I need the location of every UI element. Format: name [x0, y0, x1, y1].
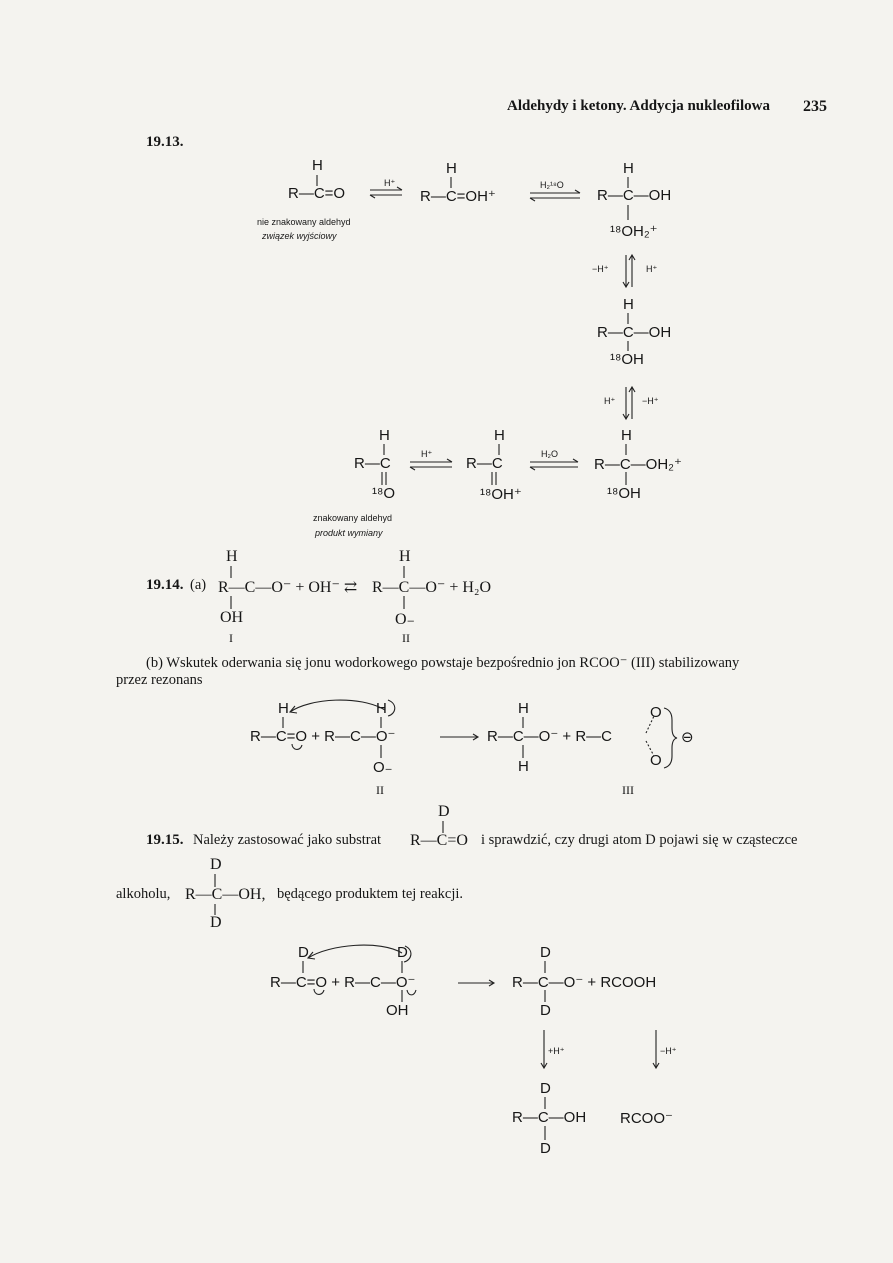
r3-s2-chain: R—C: [466, 455, 503, 472]
s14-curved-arrow-3: [292, 744, 302, 749]
r1-s3-sub: ¹⁸OH₂⁺: [610, 223, 658, 240]
s14-curved-arrow-2: [388, 700, 395, 716]
r1-arrow2-label: H₂¹⁸O: [540, 180, 564, 190]
eq-H-left: H: [226, 548, 238, 565]
line2-after: będącego produktem tej reakcji.: [277, 886, 464, 902]
substrate-D: D: [438, 803, 450, 820]
alcohol-chain: R—C—OH,: [185, 886, 266, 903]
s14-O-bottom: O: [650, 752, 662, 769]
eq-sub-left: OH: [220, 609, 244, 626]
part-b-text-2: przez rezonans: [116, 672, 203, 688]
s14-curved-arrow-1: [290, 700, 385, 712]
s14-left: R—C=O + R—C—O⁻: [250, 728, 396, 745]
v2-right-label: −H⁺: [642, 396, 659, 406]
mid-chain: R—C—OH: [597, 324, 672, 341]
r1-s1-H: H: [312, 157, 323, 174]
r3-s1-chain: R—C: [354, 455, 391, 472]
problem-number-1915: 19.15.: [146, 832, 184, 848]
s14-charge: ⊖: [681, 729, 694, 746]
s15-D1: D: [298, 944, 309, 961]
substrate-chain: R—C=O: [410, 832, 468, 849]
r3-s1-sub: ¹⁸O: [372, 485, 395, 502]
r3-s3-sub: ¹⁸OH: [607, 485, 641, 502]
s15-curved-arrow-1: [308, 945, 402, 958]
mid-H: H: [623, 296, 634, 313]
s15-down1-label: +H⁺: [548, 1046, 565, 1056]
s14-product: R—C—O⁻ + R—C: [487, 728, 613, 745]
s15-down2-label: −H⁺: [660, 1046, 677, 1056]
v1-right-label: H⁺: [646, 264, 658, 274]
r1-caption-1: nie znakowany aldehyd: [257, 217, 351, 227]
s15-curved-arrow-2: [404, 946, 411, 962]
r1-s3-H: H: [623, 160, 634, 177]
r1-s2-H: H: [446, 160, 457, 177]
s14-brace: [664, 708, 677, 768]
r3-s2-H: H: [494, 427, 505, 444]
alcohol-D-top: D: [210, 856, 222, 873]
r3-s1-H: H: [379, 427, 390, 444]
s15-sub-OH: OH: [386, 1002, 409, 1019]
r3-arrow1-label: H⁺: [421, 449, 433, 459]
s15-curved-arrow-3: [314, 989, 324, 994]
line2-before: alkoholu,: [116, 886, 171, 902]
s15-prod-D-top: D: [540, 944, 551, 961]
s15-D2: D: [397, 944, 408, 961]
eq-right: R—C—O⁻ + H₂O: [372, 579, 492, 596]
eq-sub-right: O₋: [395, 611, 415, 628]
s15-rcoo: RCOO⁻: [620, 1110, 673, 1127]
r3-s3-chain: R—C—OH₂⁺: [594, 456, 682, 473]
label-II: II: [402, 631, 410, 645]
s14-sub-O: O₋: [373, 759, 393, 776]
r3-caption-2: produkt wymiany: [315, 528, 383, 538]
eq-left: R—C—O⁻ + OH⁻ ⇄: [218, 579, 358, 596]
eq-H-right: H: [399, 548, 411, 565]
s14-H1: H: [278, 700, 289, 717]
s15-final-D-bottom: D: [540, 1140, 551, 1157]
page-number: 235: [803, 98, 827, 115]
r1-caption-2: związek wyjściowy: [262, 231, 337, 241]
s14-prod-H-bottom: H: [518, 758, 529, 775]
s15-left: R—C=O + R—C—O⁻: [270, 974, 416, 991]
problem-number-1913: 19.13.: [146, 134, 184, 150]
s15-curved-arrow-4: [407, 990, 416, 995]
r3-s2-sub: ¹⁸OH⁺: [480, 486, 522, 503]
v2-left-label: H⁺: [604, 396, 616, 406]
s15-final-D-top: D: [540, 1080, 551, 1097]
r3-caption-1: znakowany aldehyd: [313, 513, 393, 523]
s14-prod-H-top: H: [518, 700, 529, 717]
s14-O-top: O: [650, 704, 662, 721]
label-I: I: [229, 631, 233, 645]
s15-final: R—C—OH: [512, 1109, 587, 1126]
text-after: i sprawdzić, czy drugi atom D pojawi się w cząsteczce: [481, 832, 798, 848]
running-title: Aldehydy i ketony. Addycja nukleofilowa: [507, 98, 770, 114]
s15-prod-D-bottom: D: [540, 1002, 551, 1019]
s14-co-dash-top: [646, 716, 654, 733]
r3-s3-H: H: [621, 427, 632, 444]
s15-product: R—C—O⁻ + RCOOH: [512, 974, 657, 991]
r1-s1-chain: R—C=O: [288, 185, 346, 202]
s14-co-dash-bottom: [646, 741, 654, 756]
part-a-label: (a): [190, 577, 207, 593]
r1-s3-chain: R—C—OH: [597, 187, 672, 204]
mid-sub: ¹⁸OH: [610, 351, 644, 368]
r1-arrow1-label: H⁺: [384, 178, 396, 188]
text-before: Należy zastosować jako substrat: [193, 832, 382, 848]
problem-number-1914: 19.14.: [146, 577, 184, 593]
s14-label-II: II: [376, 783, 384, 797]
s14-H2: H: [376, 700, 387, 717]
v1-left-label: −H⁺: [592, 264, 609, 274]
r3-arrow2-label: H₂O: [541, 449, 558, 459]
alcohol-D-bottom: D: [210, 914, 222, 931]
part-b-text: (b) Wskutek oderwania się jonu wodorkowego powstaje bezpośrednio jon RCOO⁻ (III) stabilizowany: [146, 655, 740, 671]
s14-label-III: III: [622, 783, 634, 797]
r1-s2-chain: R—C=OH⁺: [420, 188, 496, 205]
